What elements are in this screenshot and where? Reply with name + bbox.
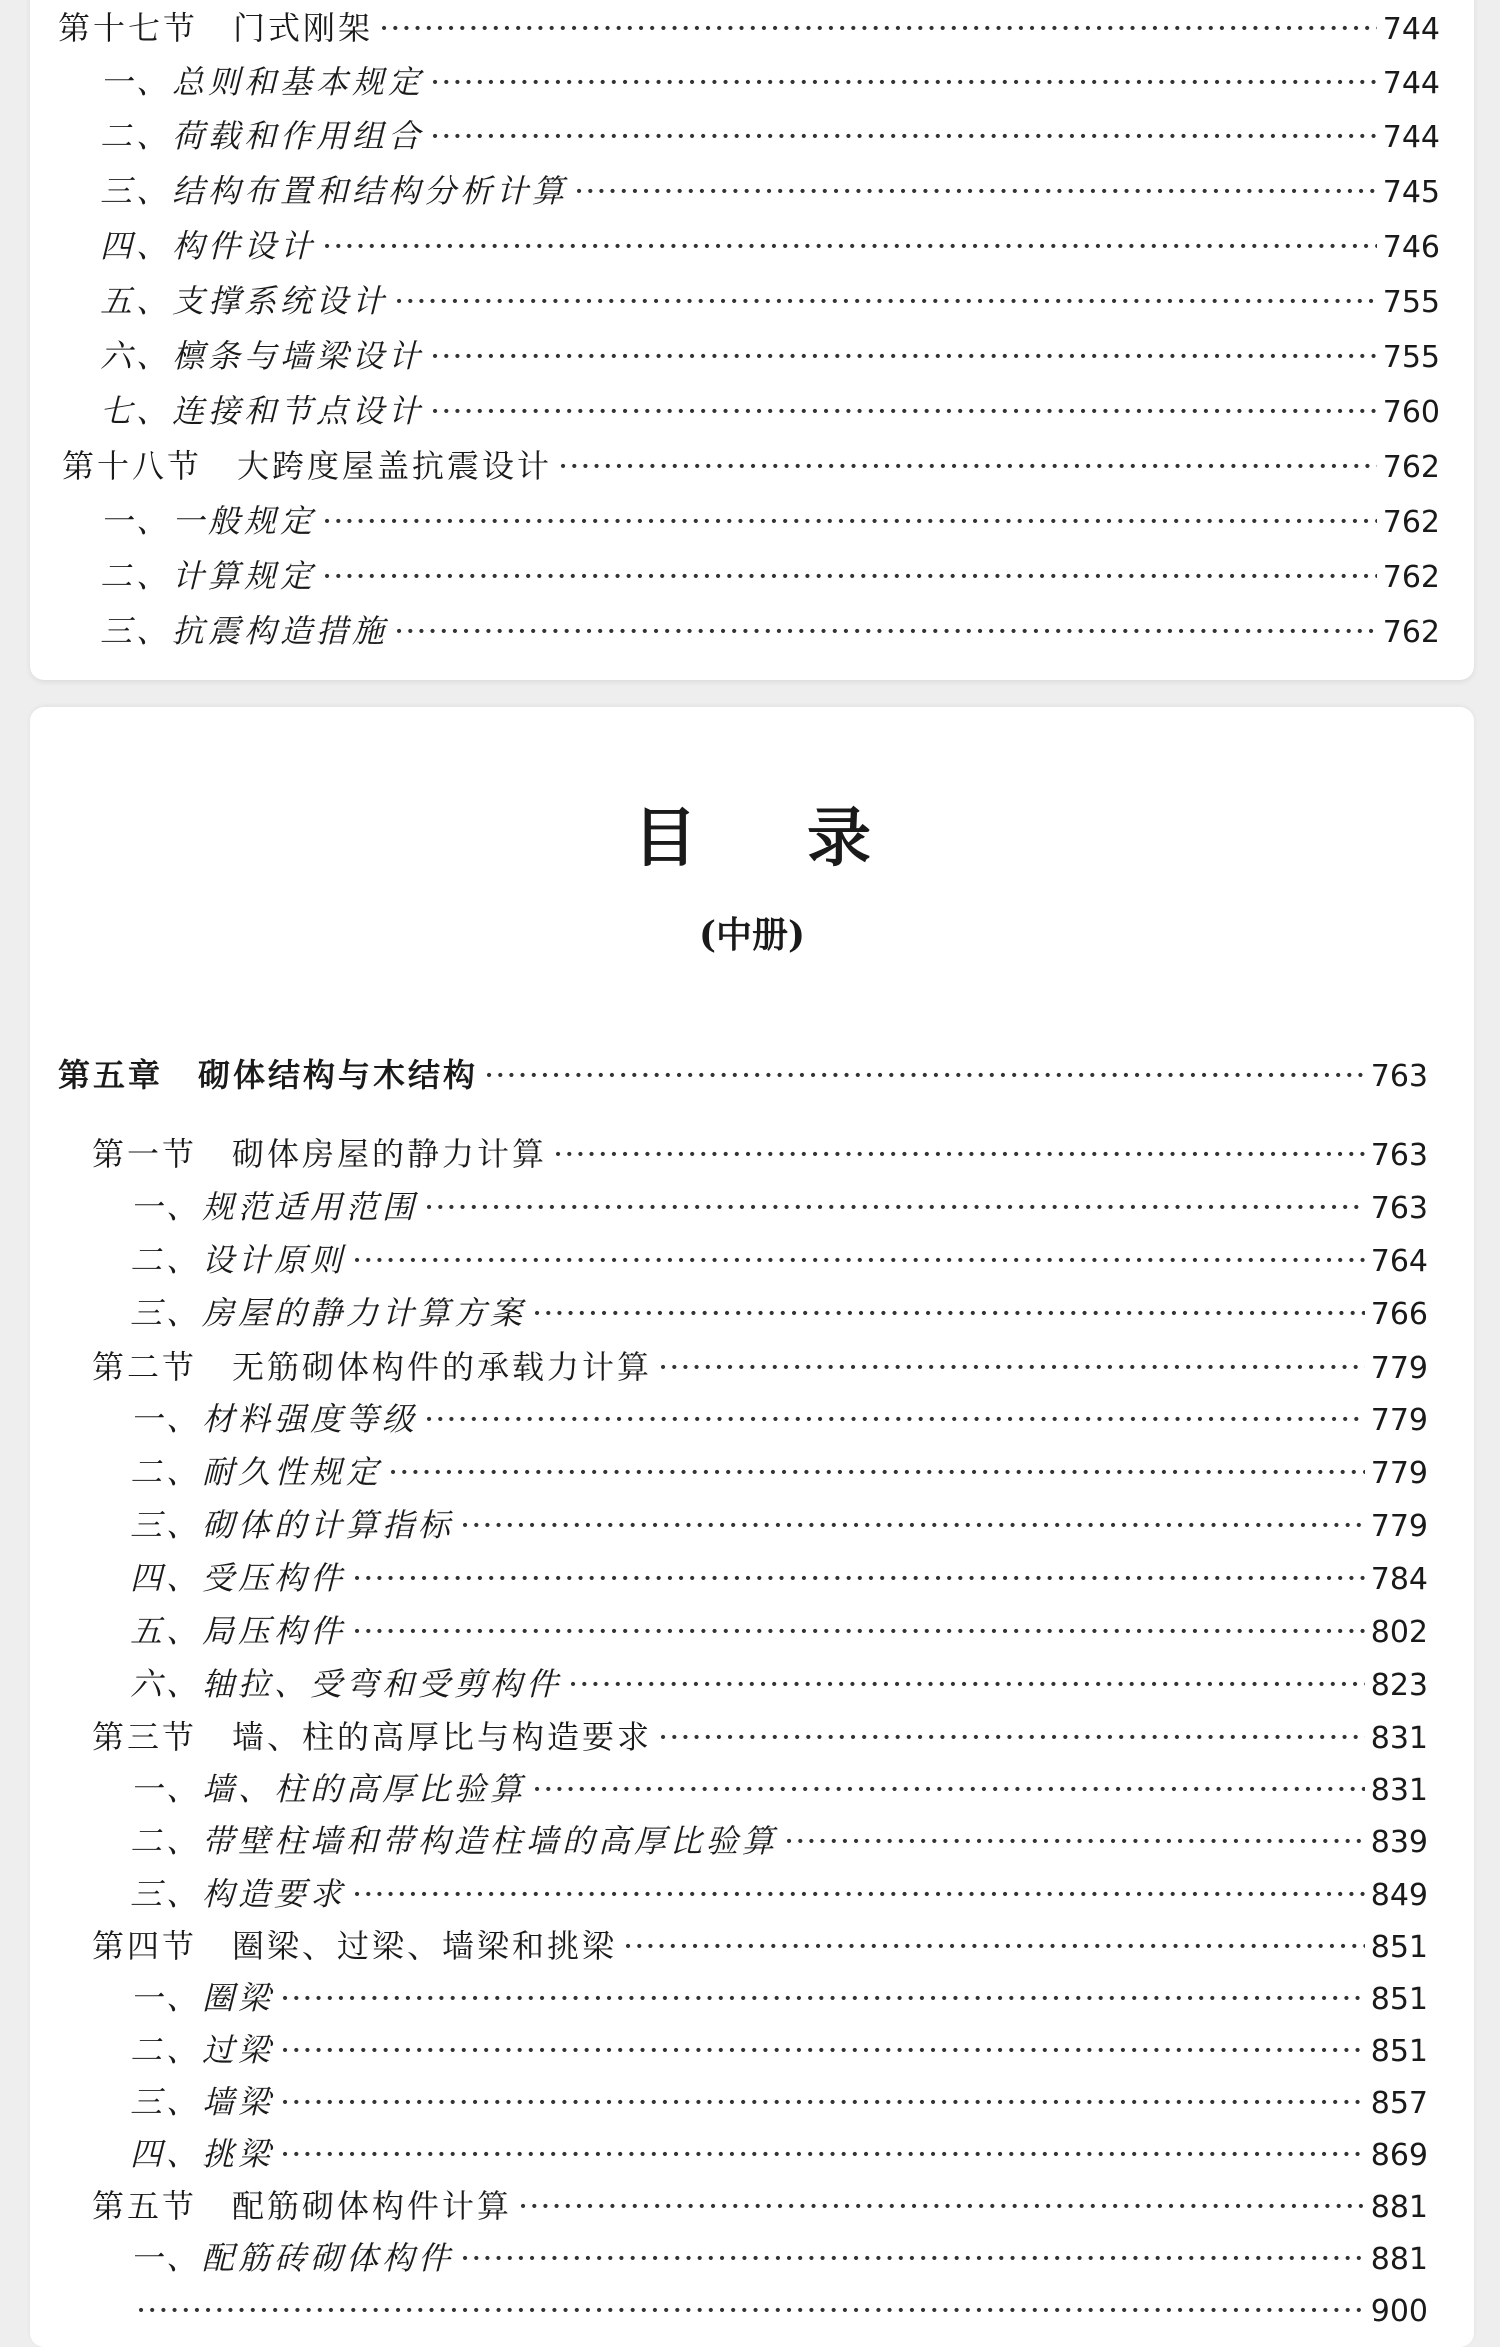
toc-entry[interactable]: [100, 171, 1440, 211]
toc-entry-title: 第十七节 门式刚架: [58, 9, 374, 47]
toc-entry-page-number: 744: [1382, 66, 1440, 101]
toc-entry[interactable]: [100, 226, 1440, 266]
toc-entry-title: 第十八节 大跨度屋盖抗震设计: [62, 447, 553, 485]
toc-entry-title: 三、墙梁: [130, 2083, 275, 2121]
toc-entry-title: 六、轴拉、受弯和受剪构件: [130, 1665, 563, 1703]
toc-entry-page-number: 779: [1370, 1351, 1428, 1386]
toc-entry-title: 第一节 砌体房屋的静力计算: [92, 1135, 548, 1173]
toc-entry-title: 四、受压构件: [130, 1559, 347, 1597]
toc-entry-page-number: 881: [1370, 2190, 1428, 2225]
dot-leader: [424, 1399, 1365, 1439]
dot-leader: [430, 391, 1377, 431]
toc-entry-title: 四、挑梁: [130, 2135, 275, 2173]
toc-entry[interactable]: [130, 2238, 1428, 2278]
toc-entry-title: 三、构造要求: [130, 1875, 347, 1913]
toc-entry[interactable]: [58, 8, 1440, 48]
dot-leader: [460, 2238, 1365, 2278]
toc-entry-title: 一、墙、柱的高厚比验算: [130, 1770, 527, 1808]
dot-leader: [352, 1240, 1365, 1280]
toc-entry[interactable]: [130, 1187, 1428, 1227]
toc-entry[interactable]: [100, 116, 1440, 156]
dot-leader: [352, 1611, 1365, 1651]
toc-entry-title: 二、设计原则: [130, 1241, 347, 1279]
toc-entry-title: 一、规范适用范围: [130, 1188, 419, 1226]
toc-entry-page-number: 763: [1370, 1059, 1428, 1094]
toc-entry[interactable]: [100, 556, 1440, 596]
dot-leader: [532, 1293, 1365, 1333]
dot-leader: [518, 2186, 1365, 2226]
toc-entry[interactable]: [100, 391, 1440, 431]
dot-leader: [532, 1769, 1365, 1809]
dot-leader: [430, 336, 1377, 376]
toc-entry[interactable]: [100, 611, 1440, 651]
toc-entry-page-number: 744: [1382, 12, 1440, 47]
toc-entry-page-number: 763: [1370, 1191, 1428, 1226]
toc-entry-page-number: 764: [1370, 1244, 1428, 1279]
toc-entry-page-number: 851: [1370, 1930, 1428, 1965]
toc-entry-title: 一、材料强度等级: [130, 1400, 419, 1438]
dot-leader: [558, 446, 1377, 486]
toc-entry-page-number: 900: [1370, 2294, 1428, 2329]
dot-leader: [553, 1134, 1365, 1174]
toc-entry[interactable]: [130, 1664, 1428, 1704]
toc-entry[interactable]: [58, 1055, 1428, 1095]
toc-entry-page-number: 762: [1382, 615, 1440, 650]
toc-entry[interactable]: [92, 1134, 1428, 1174]
dot-leader: [784, 1821, 1365, 1861]
toc-entry[interactable]: [130, 1874, 1428, 1914]
toc-entry[interactable]: [100, 501, 1440, 541]
toc-entry-page-number: 760: [1382, 395, 1440, 430]
toc-entry[interactable]: [130, 2082, 1428, 2122]
toc-entry-page-number: 755: [1382, 340, 1440, 375]
toc-entry[interactable]: [130, 1293, 1428, 1333]
volume-label: (中册): [698, 914, 806, 956]
toc-entry-page-number: 746: [1382, 230, 1440, 265]
toc-entry-page-number: 881: [1370, 2242, 1428, 2277]
toc-entry-title: 第五章 砌体结构与木结构: [58, 1056, 479, 1094]
dot-leader: [280, 2082, 1365, 2122]
toc-entry[interactable]: [130, 2290, 1428, 2330]
toc-entry-title: 五、局压构件: [130, 1612, 347, 1650]
dot-leader: [623, 1926, 1365, 1966]
toc-entry[interactable]: [62, 446, 1440, 486]
toc-entry-page-number: 849: [1370, 1878, 1428, 1913]
toc-entry-title: 二、荷载和作用组合: [100, 117, 425, 155]
dot-leader: [379, 8, 1377, 48]
contents-heading: 目录: [633, 801, 981, 876]
dot-leader: [568, 1664, 1365, 1704]
dot-leader: [574, 171, 1377, 211]
toc-entry[interactable]: [130, 1558, 1428, 1598]
toc-entry-page-number: 802: [1370, 1615, 1428, 1650]
toc-entry-page-number: 763: [1370, 1138, 1428, 1173]
toc-entry[interactable]: [92, 1926, 1428, 1966]
dot-leader: [280, 2030, 1365, 2070]
dot-leader: [280, 1978, 1365, 2018]
toc-page-bottom: [30, 707, 1474, 2347]
toc-entry-page-number: 762: [1382, 505, 1440, 540]
toc-entry[interactable]: [130, 1240, 1428, 1280]
toc-page-top: [30, 0, 1474, 680]
toc-entry-page-number: 762: [1382, 450, 1440, 485]
dot-leader: [280, 2134, 1365, 2174]
toc-entry[interactable]: [130, 1821, 1428, 1861]
toc-entry[interactable]: [130, 1452, 1428, 1492]
toc-entry-title: 二、计算规定: [100, 557, 317, 595]
toc-entry[interactable]: [100, 281, 1440, 321]
toc-entry-title: 二、带壁柱墙和带构造柱墙的高厚比验算: [130, 1822, 779, 1860]
toc-entry-page-number: 839: [1370, 1825, 1428, 1860]
toc-entry-page-number: 857: [1370, 2086, 1428, 2121]
toc-entry-title: 三、抗震构造措施: [100, 612, 389, 650]
dot-leader: [460, 1505, 1365, 1545]
dot-leader: [352, 1874, 1365, 1914]
toc-entry-title: 二、过梁: [130, 2031, 275, 2069]
toc-entry-page-number: 779: [1370, 1509, 1428, 1544]
toc-entry[interactable]: [130, 1505, 1428, 1545]
dot-leader: [658, 1347, 1365, 1387]
toc-entry-title: 四、构件设计: [100, 227, 317, 265]
toc-entry-title: 二、耐久性规定: [130, 1453, 383, 1491]
toc-entry-page-number: 779: [1370, 1456, 1428, 1491]
toc-entry[interactable]: [130, 1399, 1428, 1439]
toc-entry[interactable]: [100, 62, 1440, 102]
toc-entry-title: 第五节 配筋砌体构件计算: [92, 2187, 513, 2225]
toc-entry-title: 三、砌体的计算指标: [130, 1506, 455, 1544]
toc-entry-page-number: 745: [1382, 175, 1440, 210]
toc-entry-page-number: 755: [1382, 285, 1440, 320]
toc-entry-page-number: 766: [1370, 1297, 1428, 1332]
dot-leader: [394, 281, 1377, 321]
toc-entry[interactable]: [92, 1347, 1428, 1387]
dot-leader: [430, 116, 1377, 156]
toc-entry-title: 三、房屋的静力计算方案: [130, 1294, 527, 1332]
toc-entry-page-number: 823: [1370, 1668, 1428, 1703]
toc-entry-title: 三、结构布置和结构分析计算: [100, 172, 569, 210]
toc-entry-page-number: 831: [1370, 1721, 1428, 1756]
dot-leader: [322, 501, 1377, 541]
toc-entry-title: 一、配筋砖砌体构件: [130, 2239, 455, 2277]
dot-leader: [322, 556, 1377, 596]
toc-entry-page-number: 851: [1370, 2034, 1428, 2069]
toc-entry-page-number: 851: [1370, 1982, 1428, 2017]
dot-leader: [658, 1717, 1365, 1757]
toc-entry[interactable]: [130, 2030, 1428, 2070]
dot-leader: [388, 1452, 1365, 1492]
toc-entry-page-number: 762: [1382, 560, 1440, 595]
dot-leader: [136, 2290, 1365, 2330]
toc-entry[interactable]: [92, 1717, 1428, 1757]
toc-entry[interactable]: [100, 336, 1440, 376]
toc-entry-page-number: 784: [1370, 1562, 1428, 1597]
toc-entry-page-number: 779: [1370, 1403, 1428, 1438]
toc-entry-page-number: 744: [1382, 120, 1440, 155]
toc-entry-title: 第二节 无筋砌体构件的承载力计算: [92, 1348, 653, 1386]
toc-entry-title: 一、一般规定: [100, 502, 317, 540]
toc-entry[interactable]: [130, 1978, 1428, 2018]
toc-entry[interactable]: [130, 2134, 1428, 2174]
dot-leader: [484, 1055, 1365, 1095]
dot-leader: [394, 611, 1377, 651]
dot-leader: [352, 1558, 1365, 1598]
toc-entry[interactable]: [92, 2186, 1428, 2226]
toc-entry-title: 一、总则和基本规定: [100, 63, 425, 101]
toc-entry-title: 七、连接和节点设计: [100, 392, 425, 430]
toc-entry-title: 第四节 圈梁、过梁、墙梁和挑梁: [92, 1927, 618, 1965]
toc-entry-title: 一、圈梁: [130, 1979, 275, 2017]
dot-leader: [430, 62, 1377, 102]
toc-entry[interactable]: [130, 1769, 1428, 1809]
dot-leader: [424, 1187, 1365, 1227]
toc-entry-title: 第三节 墙、柱的高厚比与构造要求: [92, 1718, 653, 1756]
dot-leader: [322, 226, 1377, 266]
toc-entry-page-number: 831: [1370, 1773, 1428, 1808]
toc-entry[interactable]: [130, 1611, 1428, 1651]
toc-entry-page-number: 869: [1370, 2138, 1428, 2173]
toc-entry-title: 五、支撑系统设计: [100, 282, 389, 320]
toc-entry-title: 六、檩条与墙梁设计: [100, 337, 425, 375]
